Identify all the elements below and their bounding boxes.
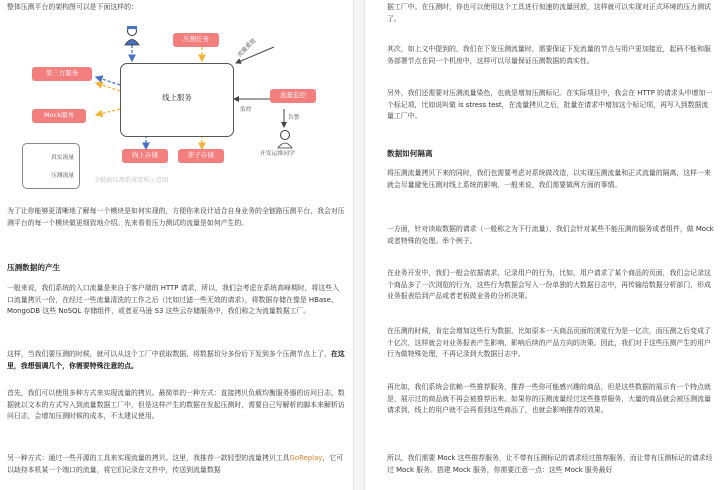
monitor-label: 监控 bbox=[240, 107, 252, 113]
para-user-behavior: 在业务开发中，我们一般会依据请求，记录用户的行为，比如，用户请求了某个商品的页面，我们会记录这个商品多了一次浏览的行为，这些行为数据会写入一份单独的大数据日志中，再传输给数据分析部门，形成业务报表给到产品或者老板做业务的分析决策。 bbox=[387, 269, 711, 300]
para-mock-recommendation: 所以，我们需要 Mock 这些推荐服务，让不带有压测标记的请求经过推荐服务，而让带有压测标记的请求经过 Mock 服务。搭建 Mock 服务，你需要注意一点：这些 Mock 服务最好 bbox=[387, 454, 713, 474]
developer-icon bbox=[276, 129, 294, 149]
diagram-watermark: 全链路压测系统架构示意图 bbox=[94, 177, 169, 184]
third-party-node: 第三方服务 bbox=[32, 67, 92, 81]
goreplay-link[interactable]: GoReplay bbox=[289, 454, 323, 462]
right-page bbox=[365, 0, 720, 490]
stress-monitor-node: 流量监控 bbox=[270, 89, 316, 103]
para-entry-traffic: 一般来说，我们系统的入口流量是来自于客户端的 HTTP 请求，所以，我们会考虑在系统高峰期时，将这些入口流量拷贝一份，在经过一些流量清洗的工作之后（比如过滤一些无效的请求），将数据存储在像是 HBase、MongoDB 这些 NoSQL 存储组件，或者亚马逊 S3 这些云存储服务中，我们称之为流量数据工厂。 bbox=[7, 284, 340, 315]
para-stress-impact: 在压测的时候，肯定会增加这些行为数据，比如原本一天商品页面的浏览行为是一亿次，而压测之后变成了十亿次，这样就会对业务报表产生影响，影响后续的产品方向的决策。因此，我们对于这些压测产生的用户行为做特殊处理，不再记录到大数据日志中。 bbox=[387, 327, 711, 358]
online-storage-node: 线上存储 bbox=[122, 149, 168, 163]
para-read-requests: 一方面，针对读取数据的请求（一般称之为下行流量），我们会针对某些不能压测的服务或者组件，做 Mock 或者特殊的处理。举个例子。 bbox=[387, 225, 714, 245]
online-service-box bbox=[120, 63, 234, 137]
diagram-legend bbox=[22, 143, 80, 189]
para-isolation-intro: 将压测流量拷贝下来的同时，我们也需要考虑对系统做改造，以实现压测流量和正式流量的隔离，这样一来就会尽量避免压测对线上系统的影响，一般来说，我们需要做两方面的事情。 bbox=[387, 169, 711, 189]
heading-stress-data: 压测数据的产生 bbox=[7, 263, 61, 272]
online-service-label: 线上服务 bbox=[162, 93, 192, 102]
architecture-diagram bbox=[22, 25, 328, 191]
page-gutter bbox=[353, 0, 365, 490]
para-goreplay bbox=[7, 453, 345, 476]
developer-label: 开发运维同学 bbox=[260, 151, 295, 157]
user-icon bbox=[123, 25, 141, 47]
intro-text: 整体压测平台的架构图可以是下面这样的： bbox=[7, 3, 138, 11]
para-copy-methods: 首先，我们可以使用多种方式来实现流量的拷贝。最简单的一种方式：直接拷贝负载均衡服务器的访问日志，数据就以文本的方式写入到流量数据工厂中，但是这样产生的数据在发起压测时，需要自己写解析的脚本来解析访问日志，会增加压测时候的成本，不太建议使用。 bbox=[7, 389, 345, 420]
para-replay-continued: 据工厂中。在压测时，你也可以使用这个工具进行加速的流量回放，这样就可以实现对正式环境的压力测试了。 bbox=[387, 3, 711, 23]
para-goreplay-text: 另一种方式：通过一些开源的工具来实现流量的拷贝。这里，我推荐一款轻型的流量拷贝工具 bbox=[7, 454, 290, 462]
para-traffic-coloring: 另外，我们还需要对压测流量染色，也就是增加压测标记。在实际项目中，我会在 HTTP 的请求头中增加一个标记项，比如说叫做 is stress test，在流量拷贝之后，批量在请求中增加这个标记项，再写入到数据流量工厂中。 bbox=[387, 89, 713, 120]
para-goreplay-text-end: ，它可以劫持本机某一个端口的流量，将它们记录在文件中，传送到流量数据 bbox=[7, 454, 344, 474]
left-page bbox=[0, 0, 353, 490]
stress-task-node: 压测任务 bbox=[173, 33, 219, 47]
legend-real-traffic: 真实流量 bbox=[51, 155, 75, 161]
shadow-storage-node: 影子存储 bbox=[178, 149, 224, 163]
para-platform-intro: 为了让你能够更清晰地了解每一个模块是如何实现的，方便你来设计适合自身业务的全链路压测平台，我会对压测平台的每一个模块做更细致地介绍。先来看看压力测试的流量是如何产生的。 bbox=[7, 207, 345, 227]
heading-data-isolation: 数据如何隔离 bbox=[387, 149, 433, 158]
para-recommendation: 再比如，我们系统会依赖一些推荐服务，推荐一些你可能感兴趣的商品，但是这些数据的展示有一个特点就是，展示过的商品就不再会被推荐出来。如果你的压测流量经过这些推荐服务，大量的商品就会被压测流量请求到，线上的用户就不会再看到这些商品了，也就会影响推荐的效果。 bbox=[387, 383, 711, 414]
traffic-replay-label: 流量重放 bbox=[236, 37, 258, 59]
alert-label: 告警 bbox=[288, 115, 300, 121]
para-data-factory-emphasis: 在这里，我想强调几个，你需要特殊注意的点。 bbox=[7, 350, 345, 370]
mock-service-node: Mock服务 bbox=[32, 109, 86, 123]
para-data-factory-text: 这样，当我们要压测的时候，就可以从这个工厂中获取数据，将数据切分多份后下发到多个压测节点上了， bbox=[7, 350, 331, 358]
para-data-factory bbox=[7, 349, 345, 372]
para-node-proximity: 其次，如上文中提到的，我们在下发压测流量时，需要保证下发流量的节点与用户更加接近，起码不能和服务部署节点在同一个机房中，这样可以尽量保证压测数据的真实性。 bbox=[387, 45, 711, 65]
legend-stress-traffic: 压测流量 bbox=[51, 173, 75, 179]
